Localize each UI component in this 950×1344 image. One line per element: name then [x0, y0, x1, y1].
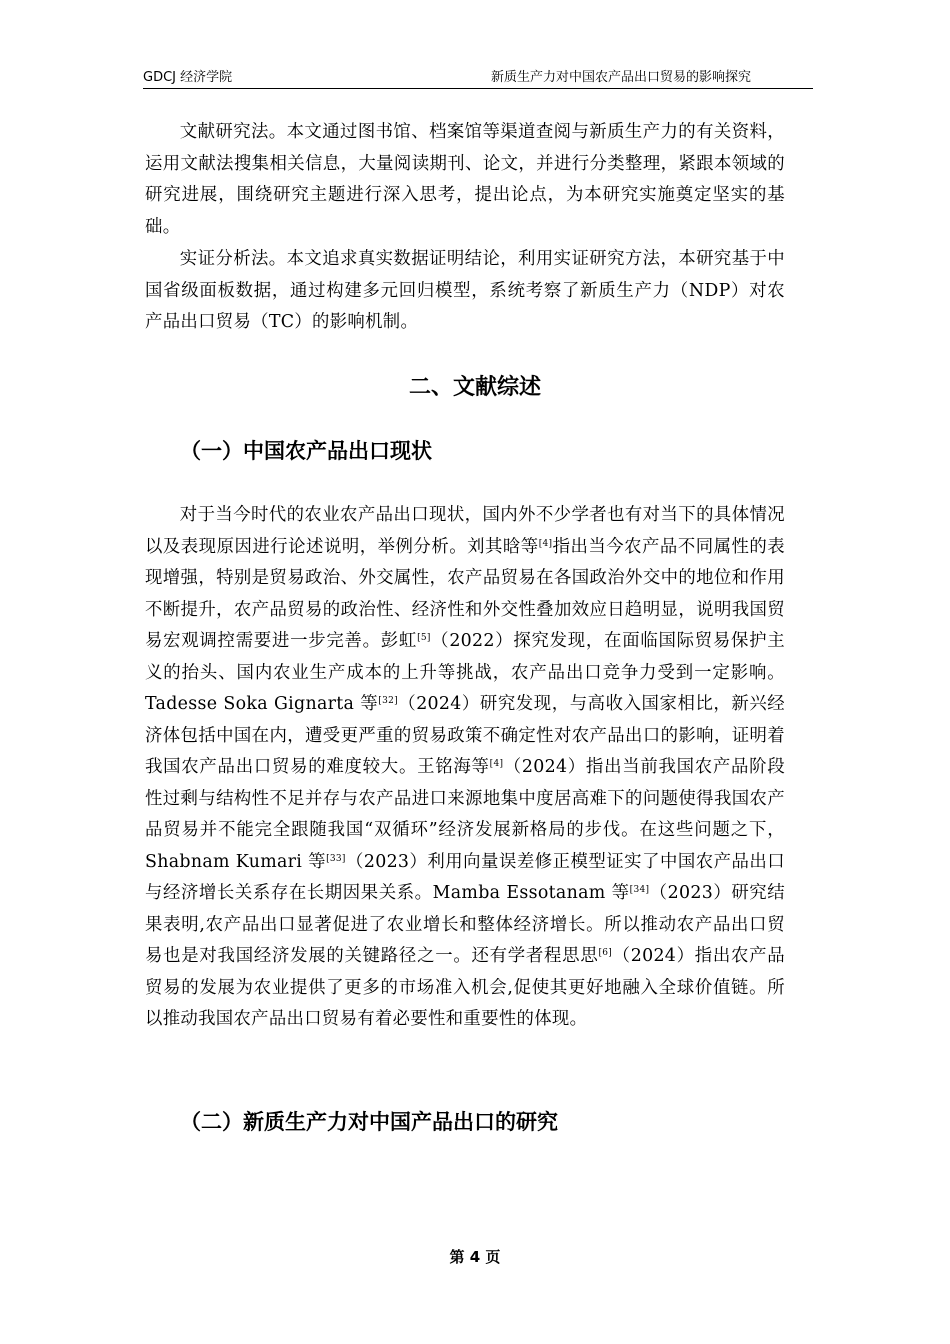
- body-text: 对于当今时代的农业农产品出口现状，国内外不少学者也有对当下的具体情况以及表现原因进行论述说明，举例分析。刘其晗等: [145, 505, 785, 557]
- citation-ref: [4]: [538, 538, 553, 549]
- subsection-title-2: （二）新质生产力对中国产品出口的研究: [180, 1110, 558, 1134]
- citation-ref: [33]: [326, 853, 346, 864]
- paragraph-empirical-method: 实证分析法。本文追求真实数据证明结论，利用实证研究方法，本研究基于中国省级面板数据，通过构建多元回归模型，系统考察了新质生产力（NDP）对农产品出口贸易（TC）的影响机制。: [145, 249, 785, 332]
- page-number: 第 4 页: [449, 1248, 501, 1266]
- paragraph-literature-method: 文献研究法。本文通过图书馆、档案馆等渠道查阅与新质生产力的有关资料，运用文献法搜集相关信息，大量阅读期刊、论文，并进行分类整理，紧跟本领域的研究进展，围绕研究主题进行深入思考，提出论点，为本研究实施奠定坚实的基础。: [145, 122, 785, 237]
- citation-ref: [34]: [629, 885, 650, 895]
- header-institution: GDCJ 经济学院: [143, 70, 233, 85]
- body-text: （2023）研究结果表明,农产品出口显著促进了农业增长和整体经济增长。所以推动农产品出口贸易也是对我国经济发展的关键路径之一。还有学者程思思: [145, 883, 785, 966]
- subsection-title-1: （一）中国农产品出口现状: [180, 439, 432, 463]
- body-text: 指出当今农产品不同属性的表现增强，特别是贸易政治、外交属性，农产品贸易在各国政治外交中的地位和作用不断提升，农产品贸易的政治性、经济性和外交性叠加效应日趋明显，说明我国贸易宏观调控需要进一步完善。彭虹: [145, 536, 785, 651]
- citation-ref: [5]: [417, 633, 431, 643]
- citation-ref: [32]: [378, 696, 398, 706]
- page-header: [143, 70, 813, 89]
- header-thesis-title: 新质生产力对中国农产品出口贸易的影响探究: [490, 70, 751, 85]
- body-text: （2024）指出当前我国农产品阶段性过剩与结构性不足并存与农产品进口来源地集中度居高难下的问题使得我国农产品贸易并不能完全跟随我国“双循环”经济发展新格局的步伐。在这些问题之下，Shabnam Kumari 等: [145, 757, 786, 872]
- paragraph-export-status: [145, 500, 785, 1036]
- body-text: （2024）指出农产品贸易的发展为农业提供了更多的市场准入机会,促使其更好地融入全球价值链。所以推动我国农产品出口贸易有着必要性和重要性的体现。: [145, 946, 785, 1029]
- body-text: （2024）研究发现，与高收入国家相比，新兴经济体包括中国在内，遭受更严重的贸易政策不确定性对农产品出口的影响，证明着我国农产品出口贸易的难度较大。王铭海等: [145, 694, 785, 777]
- citation-ref: [4]: [489, 759, 504, 769]
- body-text: （2022）探究发现，在面临国际贸易保护主义的抬头、国内农业生产成本的上升等挑战，农产品出口竞争力受到一定影响。Tadesse Soka Gignarta 等: [145, 631, 785, 714]
- body-text: （2023）利用向量误差修正模型证实了中国农产品出口与经济增长关系存在长期因果关系。Mamba Essotanam 等: [145, 851, 785, 903]
- citation-ref: [6]: [598, 948, 613, 958]
- section-title: 二、文献综述: [408, 375, 541, 400]
